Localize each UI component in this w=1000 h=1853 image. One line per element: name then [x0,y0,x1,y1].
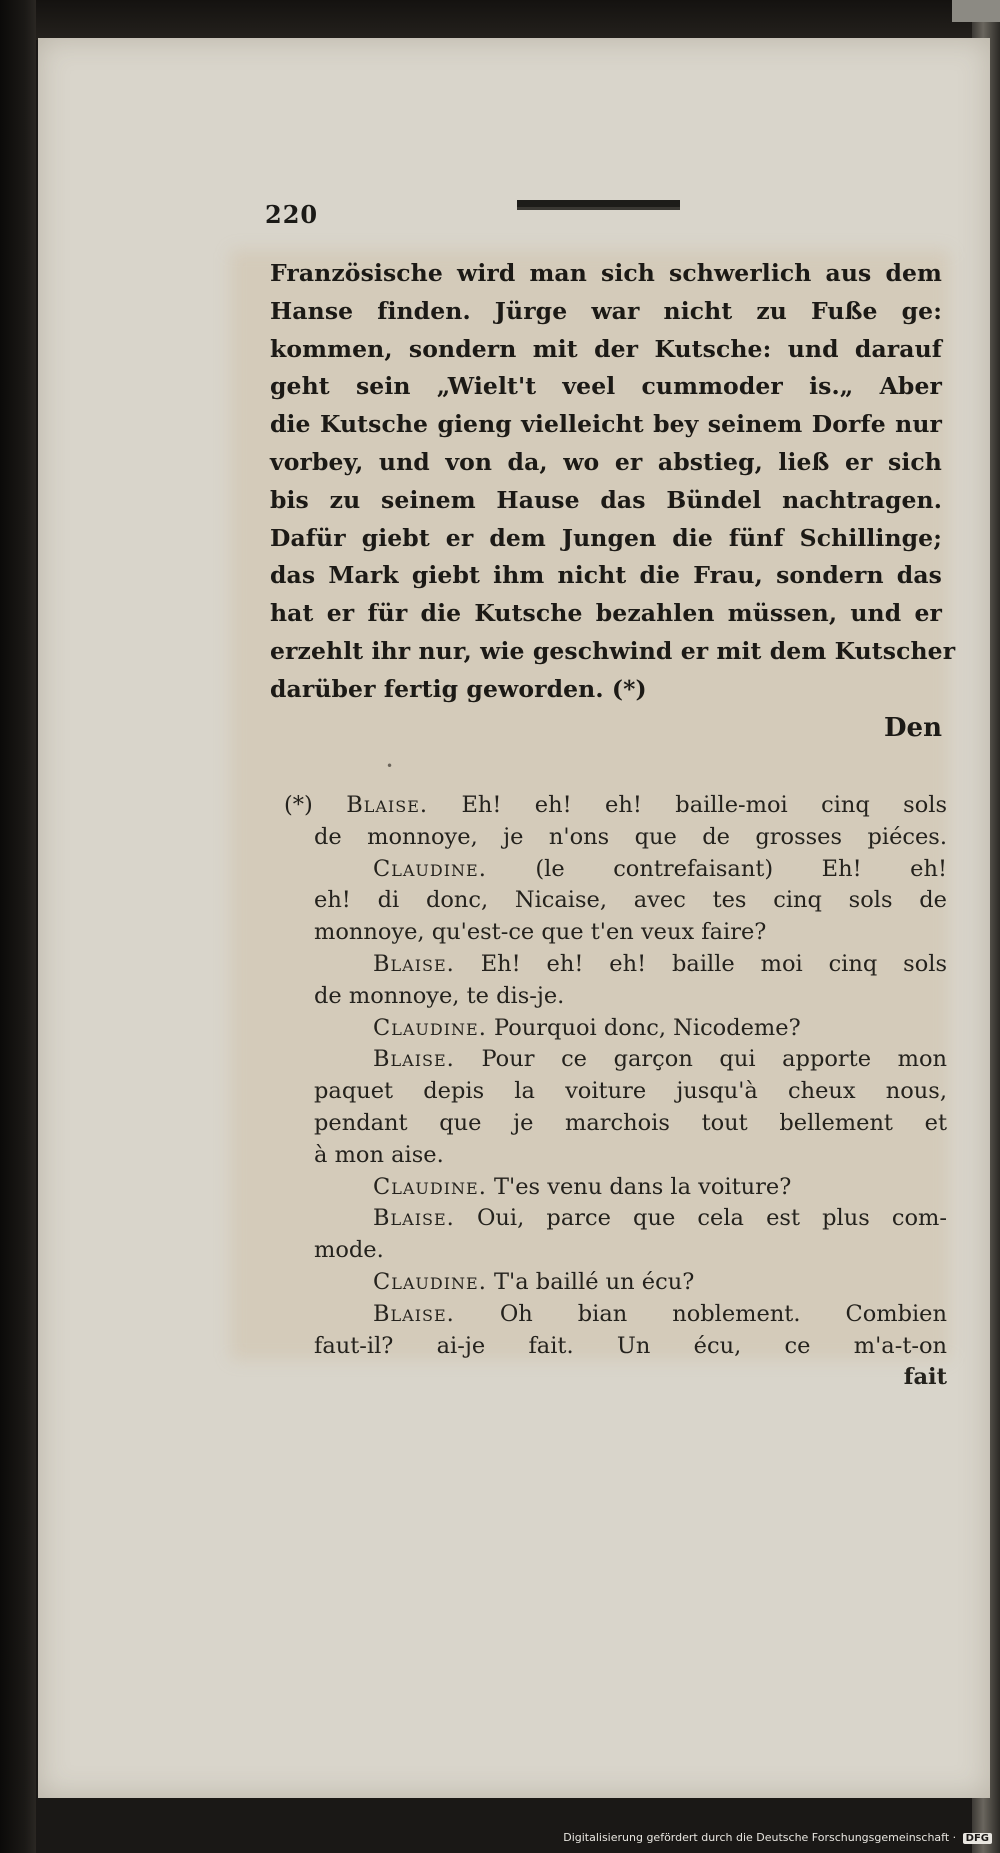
speaker-name: Claudine. [373,855,487,882]
footnote-line [314,1013,947,1045]
text-line: Dafür giebt er dem Jungen die fünf Schillinge; [270,523,942,552]
speaker-name: Blaise. [373,1205,455,1232]
footnote-line: pendant que je marchois tout bellement et [314,1109,947,1136]
speech-text: (le contrefaisant) Eh! eh! [535,855,947,882]
text-line: erzehlt ihr nur, wie geschwind er mit dem Kutscher [270,636,956,665]
speech-text: Oh bian noblement. Combien [499,1300,947,1327]
catchword: Den [884,713,942,743]
main-text-block [270,255,956,709]
speech-text: T'a baillé un écu? [494,1268,695,1295]
dfg-logo: DFG [963,1833,992,1844]
footnote-line [314,1044,947,1076]
text-line: darüber fertig geworden. (*) [270,674,647,703]
footnote-line [314,1267,947,1299]
digitization-credit: Digitalisierung gefördert durch die Deutsche Forschungsgemeinschaft · DFG [563,1831,992,1844]
ornament-dot: • [386,759,394,773]
text-line: das Mark giebt ihm nicht die Frau, sondern das [270,561,942,590]
speech-text: T'es venu dans la voiture? [494,1173,792,1200]
speech-text: Eh! eh! eh! baille moi cinq sols [480,950,947,977]
footnote-block [284,790,948,1394]
footnote-line: mode. [314,1237,384,1264]
speaker-name: Blaise. [346,792,429,818]
footnote-catchword: fait [903,1364,947,1391]
text-line: Französische wird man sich schwerlich aus dem [270,259,942,287]
speaker-name: Claudine. [373,1173,487,1200]
footnote-line [314,949,947,981]
footnote-line: eh! di donc, Nicaise, avec tes cinq sols de [314,887,947,914]
text-line: Hanse finden. Jürge war nicht zu Fuße ge: [270,296,942,325]
text-line: kommen, sondern mit der Kutsche: und darauf [270,334,942,363]
footnote-line [284,790,947,822]
speech-text: Pour ce garçon qui apporte mon [481,1046,947,1073]
speech-text: Oui, parce que cela est plus com- [476,1205,947,1232]
footnote-line: paquet depis la voiture jusqu'à cheux nous, [314,1078,947,1105]
header-rule [517,200,680,210]
footnote-line: de monnoye, te dis-je. [314,982,565,1009]
footnote-line [314,1172,947,1204]
text-line: hat er für die Kutsche bezahlen müssen, und er [270,599,942,628]
footnote-line: de monnoye, je n'ons que de grosses piéces. [314,823,947,850]
scan-corner-mark [952,0,1000,22]
speech-text: Eh! eh! eh! baille-moi cinq sols [461,792,948,818]
footnote-line: à mon aise. [314,1141,444,1168]
speech-text: Pourquoi donc, Nicodeme? [494,1014,801,1041]
footnote-line: monnoye, qu'est-ce que t'en veux faire? [314,919,767,946]
speaker-name: Claudine. [373,1268,487,1295]
text-line: vorbey, und von da, wo er abstieg, ließ er sich [270,447,942,476]
text-line: die Kutsche gieng vielleicht bey seinem Dorfe nur [270,410,942,439]
footnote-line [314,1299,947,1331]
footnote-line: faut-il? ai-je fait. Un écu, ce m'a-t-on [314,1332,947,1359]
speaker-name: Blaise. [373,1046,455,1073]
scan-top-border [0,0,1000,40]
speaker-name: Blaise. [373,950,455,977]
footnote-line [314,854,947,886]
credit-text: Digitalisierung gefördert durch die Deutsche Forschungsgemeinschaft [563,1831,950,1844]
text-line: bis zu seinem Hause das Bündel nachtragen. [270,485,942,514]
scan-left-border [0,0,36,1853]
page-number: 220 [265,200,319,229]
footnote-line [314,1203,947,1235]
speaker-name: Blaise. [373,1300,455,1327]
text-line: geht sein „Wielt't veel cummoder is.„ Aber [270,372,942,401]
footnote-marker: (*) [284,792,313,818]
speaker-name: Claudine. [373,1014,487,1041]
